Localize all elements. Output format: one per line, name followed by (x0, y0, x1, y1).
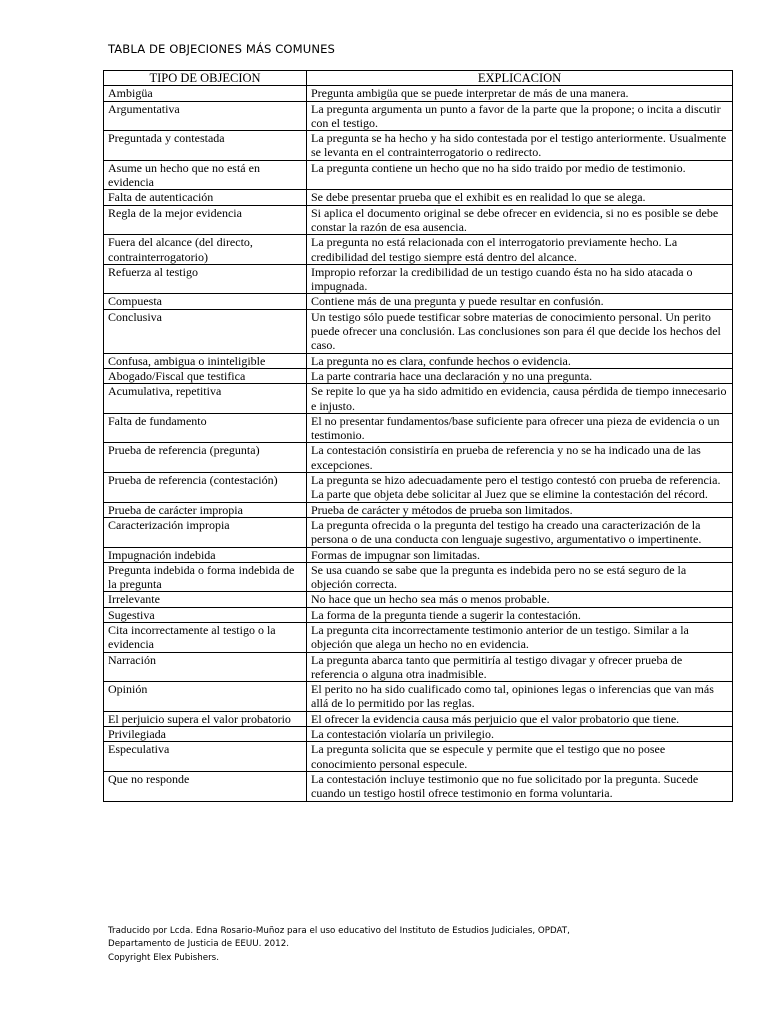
table-header-row (104, 71, 733, 86)
table-row (104, 592, 733, 607)
column-header-explicacion: EXPLICACION (307, 71, 733, 86)
table-row (104, 235, 733, 265)
table-row (104, 443, 733, 473)
objection-type-cell: Asume un hecho que no está en evidencia (104, 160, 307, 190)
table-row (104, 711, 733, 726)
objection-type-cell: Prueba de referencia (pregunta) (104, 443, 307, 473)
objection-type-cell: Prueba de carácter impropia (104, 502, 307, 517)
table-row (104, 562, 733, 592)
footer-line: Departamento de Justicia de EEUU. 2012. (108, 939, 289, 950)
explanation-cell: La pregunta argumenta un punto a favor de la parte que la propone; o incita a discutir con el testigo. (307, 101, 733, 131)
objection-type-cell: Falta de fundamento (104, 413, 307, 443)
table-row (104, 727, 733, 742)
explanation-cell: Se repite lo que ya ha sido admitido en evidencia, causa pérdida de tiempo innecesario e injusto. (307, 384, 733, 414)
objection-type-cell: Prueba de referencia (contestación) (104, 473, 307, 503)
objection-type-cell: Pregunta indebida o forma indebida de la pregunta (104, 562, 307, 592)
objection-type-cell: Caracterización impropia (104, 517, 307, 547)
objections-table (103, 70, 733, 802)
table-row (104, 205, 733, 235)
table-row (104, 160, 733, 190)
table-row (104, 384, 733, 414)
objection-type-cell: Refuerza al testigo (104, 264, 307, 294)
explanation-cell: La forma de la pregunta tiende a sugerir la contestación. (307, 607, 733, 622)
objection-type-cell: Especulativa (104, 742, 307, 772)
table-row (104, 264, 733, 294)
table-row (104, 294, 733, 309)
table-row (104, 368, 733, 383)
explanation-cell: El perito no ha sido cualificado como tal, opiniones legas o inferencias que van más allá de lo permitido por las reglas. (307, 682, 733, 712)
objection-type-cell: Que no responde (104, 771, 307, 801)
explanation-cell: El no presentar fundamentos/base suficiente para ofrecer una pieza de evidencia o un testimonio. (307, 413, 733, 443)
objection-type-cell: Sugestiva (104, 607, 307, 622)
explanation-cell: Se debe presentar prueba que el exhibit es en realidad lo que se alega. (307, 190, 733, 205)
objection-type-cell: Ambigüa (104, 86, 307, 101)
objection-type-cell: Fuera del alcance (del directo, contrainterrogatorio) (104, 235, 307, 265)
explanation-cell: Impropio reforzar la credibilidad de un testigo cuando ésta no ha sido atacada o impugnada. (307, 264, 733, 294)
table-row (104, 742, 733, 772)
table-body (104, 86, 733, 801)
objection-type-cell: Conclusiva (104, 309, 307, 353)
table-row (104, 652, 733, 682)
objection-type-cell: Preguntada y contestada (104, 131, 307, 161)
explanation-cell: Contiene más de una pregunta y puede resultar en confusión. (307, 294, 733, 309)
explanation-cell: La contestación incluye testimonio que no fue solicitado por la pregunta. Sucede cuando un testigo hostil ofrece testimonio en forma voluntaria. (307, 771, 733, 801)
objection-type-cell: Irrelevante (104, 592, 307, 607)
table-row (104, 547, 733, 562)
objection-type-cell: Opinión (104, 682, 307, 712)
explanation-cell: La pregunta contiene un hecho que no ha sido traido por medio de testimonio. (307, 160, 733, 190)
footer-line: Copyright Elex Pubishers. (108, 952, 219, 963)
objection-type-cell: Cita incorrectamente al testigo o la evidencia (104, 622, 307, 652)
objection-type-cell: Impugnación indebida (104, 547, 307, 562)
table-row (104, 413, 733, 443)
table-row (104, 622, 733, 652)
objection-type-cell: Confusa, ambigua o ininteligible (104, 353, 307, 368)
objection-type-cell: Privilegiada (104, 727, 307, 742)
explanation-cell: La parte contraria hace una declaración y no una pregunta. (307, 368, 733, 383)
explanation-cell: La pregunta abarca tanto que permitiría al testigo divagar y ofrecer prueba de referencia o alguna otra inadmisible. (307, 652, 733, 682)
table-row (104, 101, 733, 131)
explanation-cell: La pregunta cita incorrectamente testimonio anterior de un testigo. Similar a la objeción que alega un hecho no en evidencia. (307, 622, 733, 652)
explanation-cell: Un testigo sólo puede testificar sobre materias de conocimiento personal. Un perito puede ofrecer una conclusión. Las conclusiones son para él que decide los hechos del caso. (307, 309, 733, 353)
explanation-cell: Formas de impugnar son limitadas. (307, 547, 733, 562)
explanation-cell: La pregunta solicita que se especule y permite que el testigo que no posee conocimiento personal especule. (307, 742, 733, 772)
objection-type-cell: El perjuicio supera el valor probatorio (104, 711, 307, 726)
table-row (104, 309, 733, 353)
objection-type-cell: Abogado/Fiscal que testifica (104, 368, 307, 383)
table-row (104, 131, 733, 161)
table-row (104, 517, 733, 547)
explanation-cell: La pregunta no está relacionada con el interrogatorio previamente hecho. La credibilidad del testigo siempre está dentro del alcance. (307, 235, 733, 265)
objection-type-cell: Falta de autenticación (104, 190, 307, 205)
table-row (104, 682, 733, 712)
table-row (104, 190, 733, 205)
explanation-cell: Pregunta ambigüa que se puede interpretar de más de una manera. (307, 86, 733, 101)
table-row (104, 502, 733, 517)
column-header-tipo: TIPO DE OBJECION (104, 71, 307, 86)
objection-type-cell: Compuesta (104, 294, 307, 309)
table-row (104, 353, 733, 368)
table-row (104, 473, 733, 503)
objection-type-cell: Acumulativa, repetitiva (104, 384, 307, 414)
objection-type-cell: Argumentativa (104, 101, 307, 131)
table-row (104, 607, 733, 622)
explanation-cell: La contestación consistiría en prueba de referencia y no se ha indicado una de las excepciones. (307, 443, 733, 473)
explanation-cell: Si aplica el documento original se debe ofrecer en evidencia, si no es posible se debe constar la razón de esa ausencia. (307, 205, 733, 235)
explanation-cell: La pregunta se hizo adecuadamente pero el testigo contestó con prueba de referencia. La parte que objeta debe solicitar al Juez que se elimine la contestación del récord. (307, 473, 733, 503)
objection-type-cell: Regla de la mejor evidencia (104, 205, 307, 235)
explanation-cell: La pregunta no es clara, confunde hechos o evidencia. (307, 353, 733, 368)
explanation-cell: La pregunta se ha hecho y ha sido contestada por el testigo anteriormente. Usualmente se levanta en el contrainterrogatorio o redirecto. (307, 131, 733, 161)
footer (108, 925, 708, 965)
explanation-cell: La pregunta ofrecida o la pregunta del testigo ha creado una caracterización de la persona o de una conducta con lenguaje sugestivo, argumentativo o impertinente. (307, 517, 733, 547)
table-row (104, 86, 733, 101)
explanation-cell: No hace que un hecho sea más o menos probable. (307, 592, 733, 607)
footer-line: Traducido por Lcda. Edna Rosario-Muñoz para el uso educativo del Instituto de Estudios Judiciales, OPDAT, (108, 926, 570, 936)
table-row (104, 771, 733, 801)
explanation-cell: El ofrecer la evidencia causa más perjuicio que el valor probatorio que tiene. (307, 711, 733, 726)
explanation-cell: Se usa cuando se sabe que la pregunta es indebida pero no se está seguro de la objeción correcta. (307, 562, 733, 592)
page-title: TABLA DE OBJECIONES MÁS COMUNES (108, 42, 335, 56)
explanation-cell: La contestación violaría un privilegio. (307, 727, 733, 742)
objection-type-cell: Narración (104, 652, 307, 682)
explanation-cell: Prueba de carácter y métodos de prueba son limitados. (307, 502, 733, 517)
